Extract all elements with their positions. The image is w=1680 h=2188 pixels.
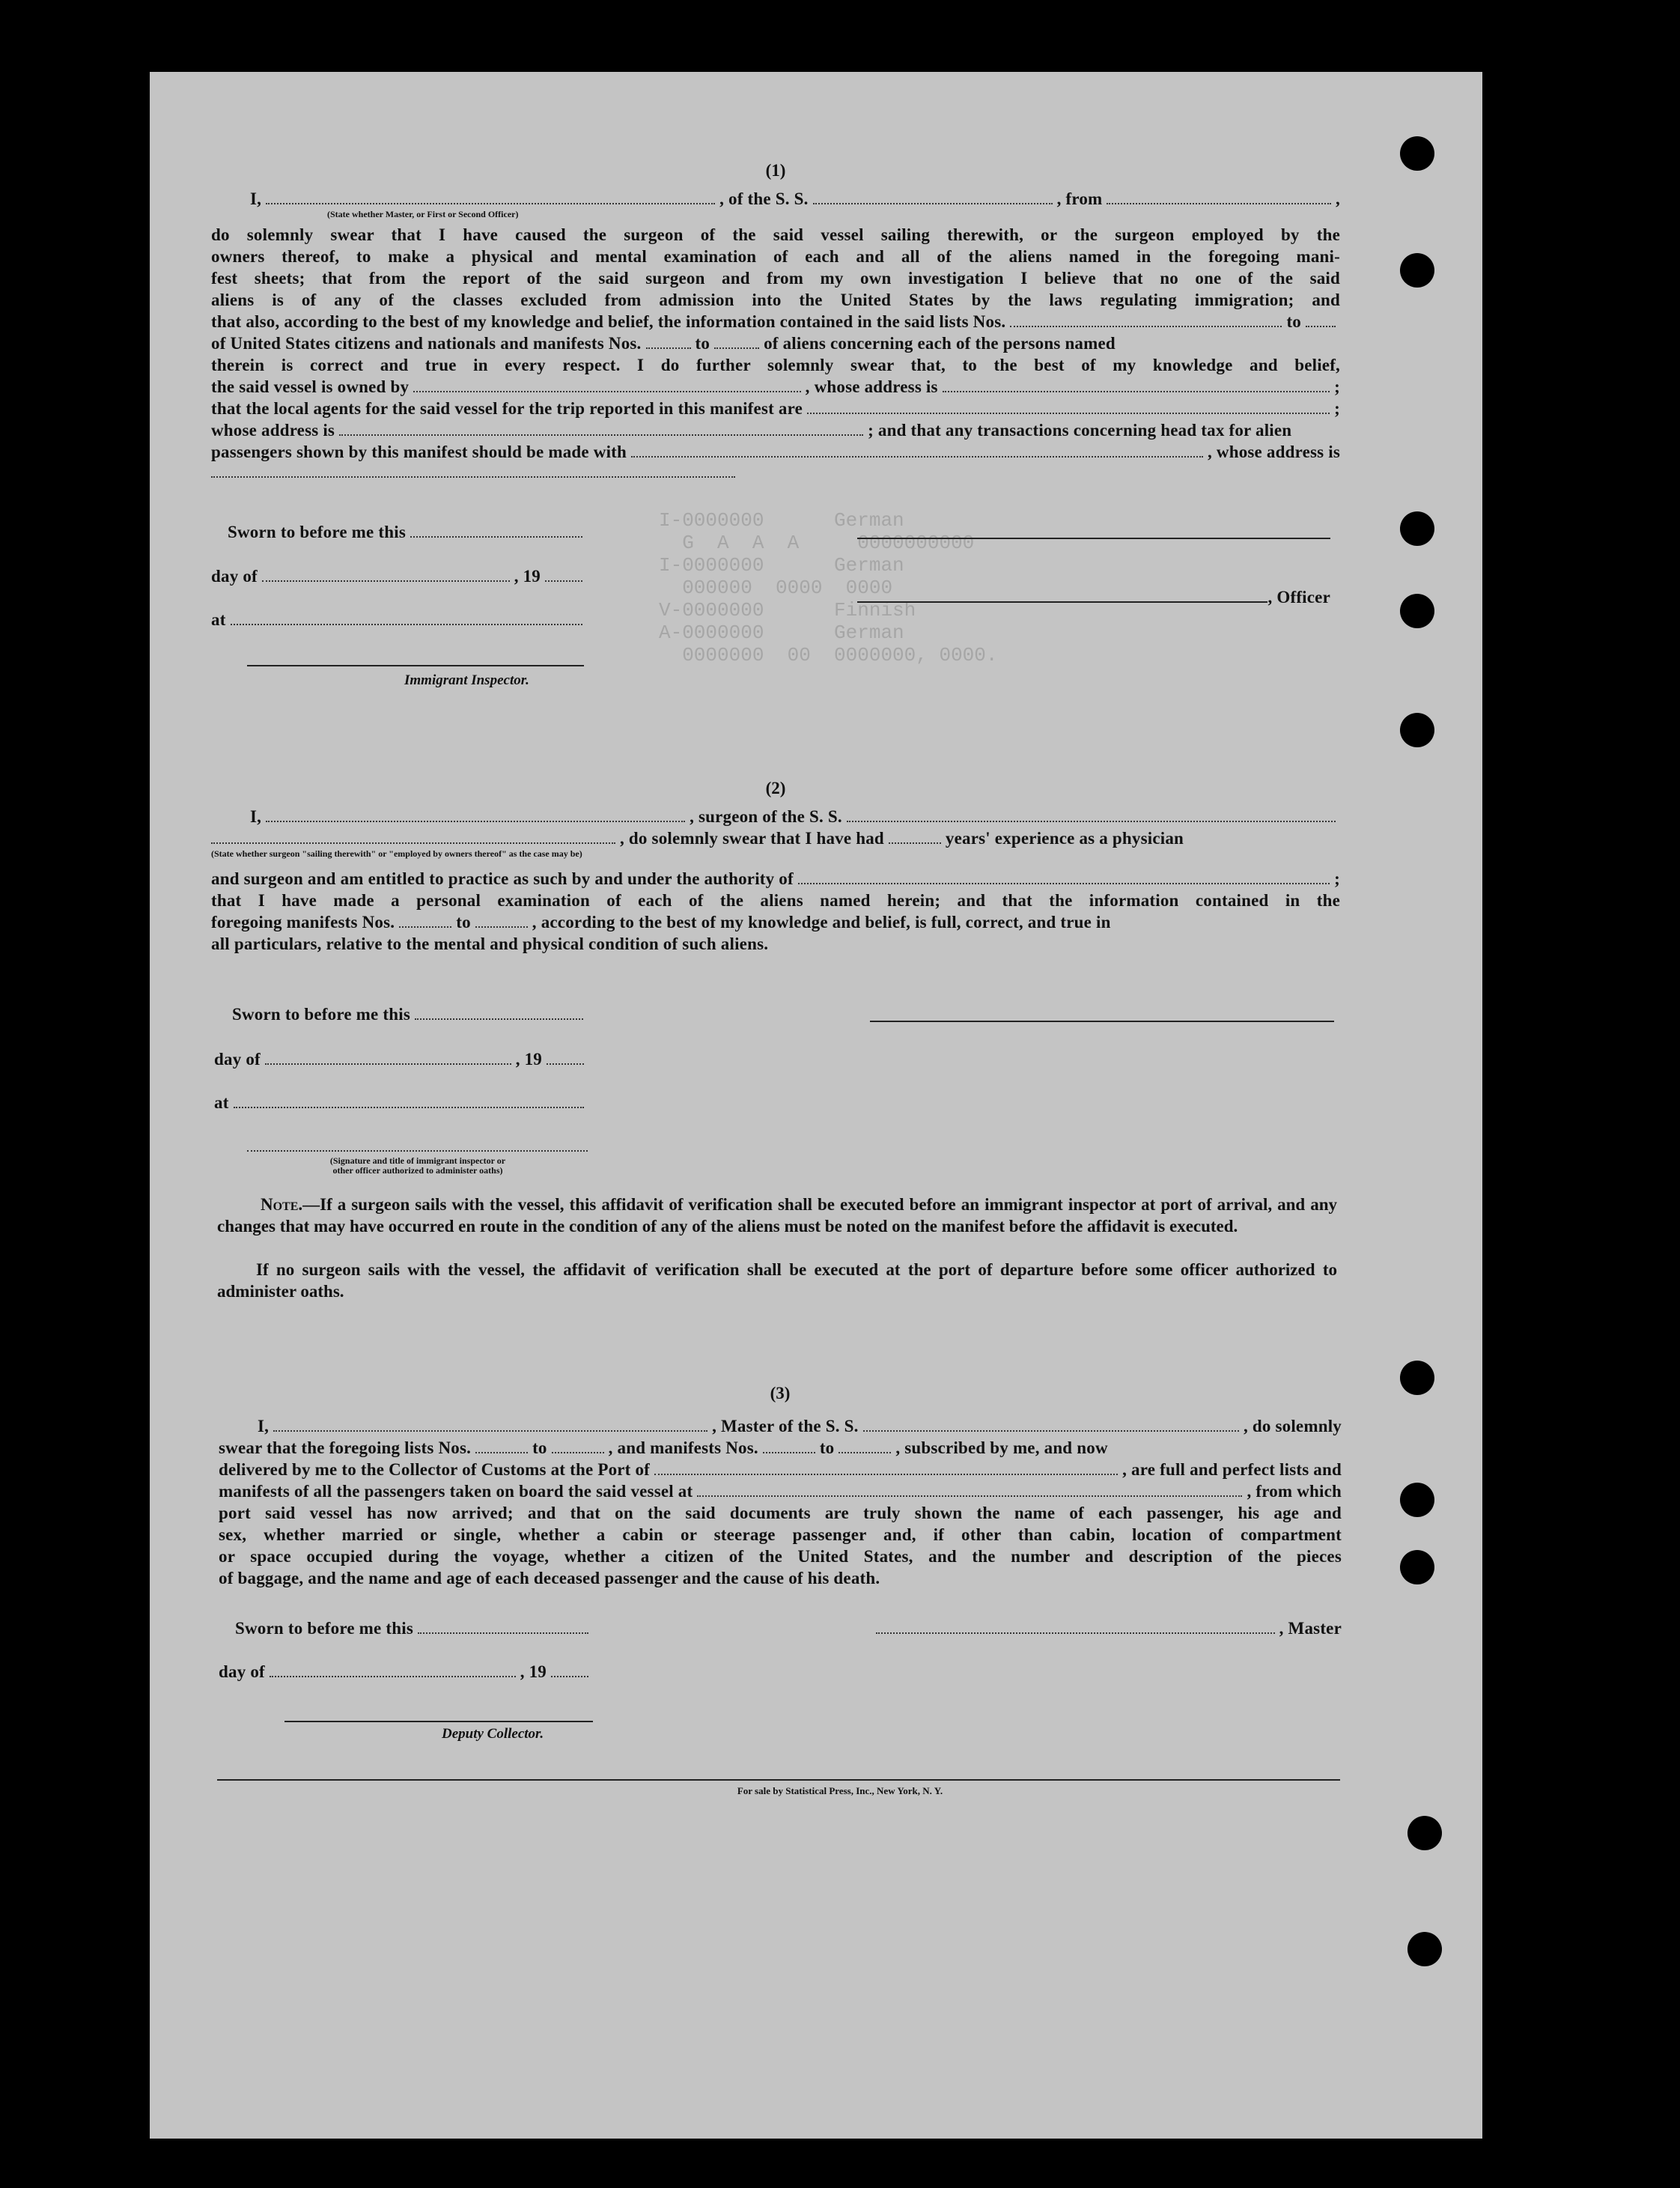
- surgeon-inspector-signature-field[interactable]: [247, 1137, 588, 1152]
- section-number: (1): [765, 161, 786, 180]
- surgeon-vessel-field[interactable]: [847, 807, 1336, 822]
- affidavit-master-section: (1) I, , of the S. S. , from , (State whether Master, or First or Second Officer) do solemnly swear that I have caused the surgeon of the said vessel sailing therewith, or the surgeon employed by the owners thereof, to make a physical and mental examination of each and all of the aliens named in the foregoing mani- fest sheets; that from the report of the said surgeon and from my own investigation I believe that no one of the said aliens is of any of the classes excluded from admission into the United States by the laws regulating immigration; and that also, according to the best of my knowledge and belief, the information contained in the said lists Nos. to of United States citizens and nationals and manifests Nos. to of aliens concerning each of the persons named therein is correct and true in every respect. I do further solemnly swear that, to the best of my knowledge and belief, the said vessel is owned by , whose address is ; that the local agents for the said vessel for the trip reported in this manifest are ; whose address is ; and that any transactions concerning head tax for alien passengers shown by this manifest should be made with , whose address is: [211, 161, 1340, 478]
- officer-signature-line-upper[interactable]: [857, 524, 1330, 539]
- punch-hole: [1400, 511, 1434, 546]
- port-of-arrival-field[interactable]: [654, 1460, 1118, 1475]
- departure-port-field[interactable]: [1107, 189, 1331, 204]
- surgeon-sworn-date-field[interactable]: [415, 1005, 583, 1020]
- master-name-field[interactable]: [273, 1417, 707, 1432]
- punch-hole: [1400, 253, 1434, 288]
- punch-hole: [1400, 1550, 1434, 1584]
- master-sworn-year-field[interactable]: [551, 1662, 588, 1677]
- surgeon-name-field[interactable]: [266, 807, 685, 822]
- owner-address-field[interactable]: [943, 377, 1330, 392]
- manifests-from-field[interactable]: [763, 1438, 815, 1453]
- punch-hole: [1400, 594, 1434, 628]
- lists-from-field[interactable]: [475, 1438, 528, 1453]
- sworn-place-field[interactable]: [231, 610, 582, 625]
- manifest-from-field[interactable]: [399, 913, 451, 928]
- affidavit-surgeon-section: (2) I, , surgeon of the S. S. , do solemnly swear that I have had years' experience as a physician (State whether surgeon "sailing therewith" or "employed by owners thereof" as the case may be) and surgeon and am entitled to practice as such by and under the authority of ; that I have made a personal examination of each of the aliens named herein; and that the information contained in the foregoing manifests Nos. to , according to the best of my knowledge and belief, is full, correct, and true in all particulars, relative to the mental and physical condition of such aliens.: [211, 779, 1340, 953]
- master-sworn-day-field[interactable]: [270, 1662, 516, 1677]
- bleed-through-text: I-0000000 German G A A A 0000000000 I-0000000 German 000000 0000 0000 V-0000000 Finnish A-0000000 German 0000000 00 0000000, 0000.: [659, 509, 998, 666]
- sworn-day-field[interactable]: [262, 567, 510, 582]
- footer-rule: [217, 1779, 1340, 1781]
- punch-hole: [1400, 713, 1434, 747]
- master-sworn-date-field[interactable]: [418, 1619, 588, 1634]
- section-number: (3): [770, 1384, 791, 1403]
- practice-authority-field[interactable]: [798, 869, 1330, 884]
- vessel-owner-field[interactable]: [413, 377, 800, 392]
- officer-rank-hint: (State whether Master, or First or Second Officer): [327, 209, 519, 219]
- affidavit-master-delivery-section: (3) I, , Master of the S. S. , do solemnly swear that the foregoing lists Nos. to , and manifests Nos. to , subscribed by me, and now delivered by me to the Collector of Customs at the Port of , are full and perfect lists and manifests of all the passengers taken on board the said vessel at , from which port said vessel has now arrived; and that on the said documents are truly shown the name of each passenger, his age and sex, whether married or single, whether a cabin or steerage passenger and, if other than cabin, location of compartment or space occupied during the voyage, whether a citizen of the United States, and the number and description of the pieces of baggage, and the name and age of each deceased passenger and the cause of his death.: [219, 1384, 1342, 1587]
- list-number-to-field[interactable]: [1306, 312, 1336, 327]
- inspector-signature-field[interactable]: [247, 651, 584, 666]
- head-tax-contact-field[interactable]: [631, 443, 1203, 458]
- surgeon-note: Note.—If a surgeon sails with the vessel, this affidavit of verification shall be executed before an immigrant inspector at port of arrival, and any changes that may have occurred en route in the condition of any of the aliens must be noted on the manifest before the affidavit is executed.: [217, 1195, 1337, 1236]
- punch-hole: [1400, 1361, 1434, 1395]
- surgeon-sworn-day-field[interactable]: [265, 1050, 511, 1065]
- years-experience-field[interactable]: [889, 829, 941, 844]
- punch-hole: [1400, 136, 1434, 171]
- sworn-year-field[interactable]: [545, 567, 582, 582]
- surgeon-sworn-year-field[interactable]: [547, 1050, 584, 1065]
- punch-hole: [1407, 1816, 1442, 1850]
- surgeon-sworn-place-field[interactable]: [234, 1093, 584, 1108]
- master-signature-field[interactable]: [876, 1619, 1275, 1634]
- surgeon-status-hint: (State whether surgeon "sailing therewith" or "employed by owners thereof" as the case may be): [211, 848, 582, 859]
- no-surgeon-note: If no surgeon sails with the vessel, the affidavit of verification shall be executed at the port of departure before some officer authorized to administer oaths.: [217, 1260, 1337, 1301]
- head-tax-address-field[interactable]: [211, 463, 735, 478]
- punch-hole: [1400, 1483, 1434, 1517]
- officer-rank-field[interactable]: [266, 189, 715, 204]
- local-agents-field[interactable]: [807, 399, 1330, 414]
- collector-caption: Deputy Collector.: [442, 1726, 544, 1742]
- section-number: (2): [765, 779, 786, 797]
- collector-signature-field[interactable]: [284, 1707, 593, 1722]
- surgeon-status-field[interactable]: [211, 829, 615, 844]
- signature-hint: (Signature and title of immigrant inspector or other officer authorized to administer oaths): [329, 1155, 506, 1176]
- manifests-to-field[interactable]: [839, 1438, 891, 1453]
- lists-to-field[interactable]: [552, 1438, 604, 1453]
- port-of-embarkation-field[interactable]: [697, 1482, 1242, 1497]
- vessel-name-field[interactable]: [813, 189, 1053, 204]
- sworn-date-field[interactable]: [410, 523, 582, 538]
- inspector-caption: Immigrant Inspector.: [404, 672, 529, 688]
- agents-address-field[interactable]: [339, 421, 863, 436]
- printer-credit: For sale by Statistical Press, Inc., New York, N. Y.: [737, 1785, 943, 1796]
- surgeon-signature-field[interactable]: [870, 1007, 1334, 1022]
- master-vessel-field[interactable]: [863, 1417, 1239, 1432]
- manifest-number-to-field[interactable]: [714, 334, 759, 349]
- manifest-to-field[interactable]: [475, 913, 528, 928]
- punch-hole: [1407, 1932, 1442, 1966]
- list-number-from-field[interactable]: [1010, 312, 1282, 327]
- officer-signature-field[interactable]: [857, 588, 1267, 603]
- manifest-number-from-field[interactable]: [646, 334, 691, 349]
